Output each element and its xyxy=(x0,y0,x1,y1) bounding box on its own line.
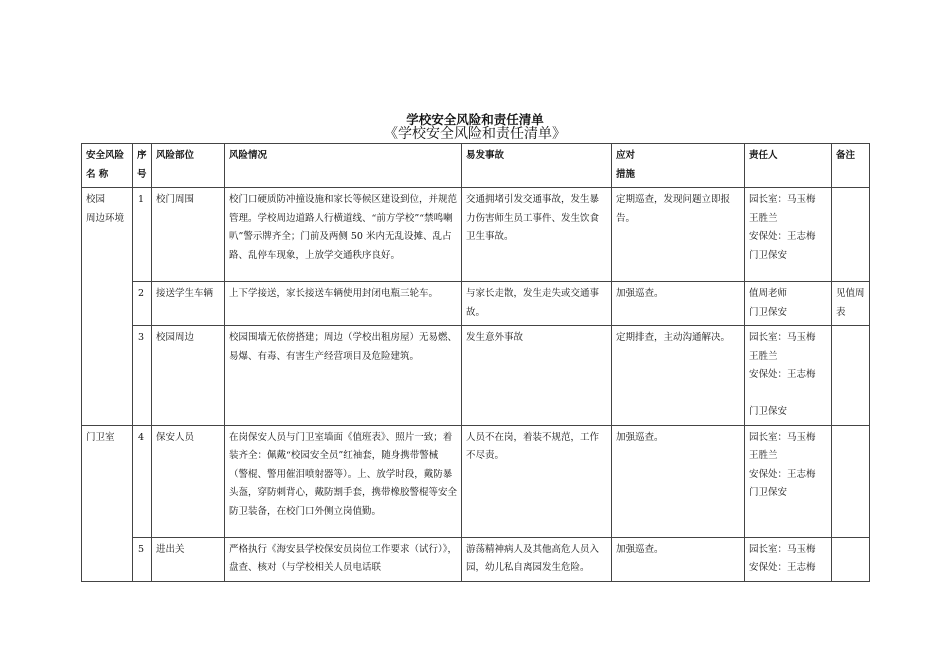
remark-cell xyxy=(832,537,870,581)
header-measure: 应对 措施 xyxy=(612,144,745,188)
measure-cell: 定期排查，主动沟通解决。 xyxy=(612,326,745,426)
remark-cell xyxy=(832,326,870,426)
seq-cell: 5 xyxy=(133,537,152,581)
header-situation: 风险情况 xyxy=(225,144,462,188)
accident-cell: 人员不在岗，着装不规范，工作不尽责。 xyxy=(462,425,612,537)
measure-cell: 加强巡查。 xyxy=(612,282,745,326)
table-row xyxy=(82,282,870,326)
seq-cell: 1 xyxy=(133,188,152,282)
risk-table xyxy=(81,143,870,582)
responsible-cell: 园长室：马玉梅 王胜兰 安保处：王志梅 门卫保安 xyxy=(745,326,832,426)
remark-cell xyxy=(832,188,870,282)
document-title: 学校安全风险和责任清单 xyxy=(406,112,544,127)
responsible-cell: 值周老师 门卫保安 xyxy=(745,282,832,326)
location-cell: 保安人员 xyxy=(152,425,225,537)
measure-cell: 加强巡查。 xyxy=(612,425,745,537)
header-location: 风险部位 xyxy=(152,144,225,188)
header-category: 安全风险 名 称 xyxy=(82,144,133,188)
table-row xyxy=(82,188,870,282)
seq-cell: 3 xyxy=(133,326,152,426)
situation-cell: 在岗保安人员与门卫室墙面《值班表》、照片一致；着装齐全：佩戴“校园安全员”红袖套，随身携带警械（警棍、警用催泪喷射器等）。上、放学时段，戴防暴头盔，穿防刺背心，戴防割手套，携带橡胶警棍等安全防卫装备，在校门口外侧立岗值勤。 xyxy=(225,425,462,537)
accident-cell: 与家长走散，发生走失或交通事故。 xyxy=(462,282,612,326)
measure-cell: 定期巡查，发现问题立即报告。 xyxy=(612,188,745,282)
accident-cell: 发生意外事故 xyxy=(462,326,612,426)
table-header-row xyxy=(82,144,870,188)
accident-cell: 游荡精神病人及其他高危人员入园，幼儿私自离园发生危险。 xyxy=(462,537,612,581)
document-subtitle: 《学校安全风险和责任清单》 xyxy=(384,126,566,142)
header-accident: 易发事故 xyxy=(462,144,612,188)
seq-cell: 4 xyxy=(133,425,152,537)
situation-cell: 上下学接送，家长接送车辆使用封闭电瓶三轮车。 xyxy=(225,282,462,326)
category-cell: 门卫室 xyxy=(82,425,133,581)
remark-cell xyxy=(832,425,870,537)
accident-cell: 交通拥堵引发交通事故，发生暴力伤害师生员工事件、发生饮食卫生事故。 xyxy=(462,188,612,282)
table-row xyxy=(82,326,870,426)
situation-cell: 校园围墙无依傍搭建；周边（学校出租房屋）无易燃、易爆、有毒、有害生产经营项目及危险建筑。 xyxy=(225,326,462,426)
responsible-cell: 园长室：马玉梅 王胜兰 安保处：王志梅 门卫保安 xyxy=(745,188,832,282)
situation-cell: 严格执行《海安县学校保安员岗位工作要求（试行）》，盘查、核对（与学校相关人员电话联 xyxy=(225,537,462,581)
responsible-cell: 园长室：马玉梅 安保处：王志梅 xyxy=(745,537,832,581)
situation-cell: 校门口硬质防冲撞设施和家长等候区建设到位，并规范管理。学校周边道路人行横道线、“前方学校”“禁鸣喇叭”警示牌齐全；门前及两侧 50 米内无乱设摊、乱占路、乱停车现象，上放学交通秩序良好。 xyxy=(225,188,462,282)
header-seq: 序 号 xyxy=(133,144,152,188)
table-row xyxy=(82,537,870,581)
location-cell: 进出关 xyxy=(152,537,225,581)
header-responsible: 责任人 xyxy=(745,144,832,188)
category-cell: 校园 周边环境 xyxy=(82,188,133,426)
header-remark: 备注 xyxy=(832,144,870,188)
location-cell: 校园周边 xyxy=(152,326,225,426)
location-cell: 校门周围 xyxy=(152,188,225,282)
responsible-cell: 园长室：马玉梅 王胜兰 安保处：王志梅 门卫保安 xyxy=(745,425,832,537)
seq-cell: 2 xyxy=(133,282,152,326)
table-row xyxy=(82,425,870,537)
remark-cell: 见值周表 xyxy=(832,282,870,326)
measure-cell: 加强巡查。 xyxy=(612,537,745,581)
location-cell: 接送学生车辆 xyxy=(152,282,225,326)
